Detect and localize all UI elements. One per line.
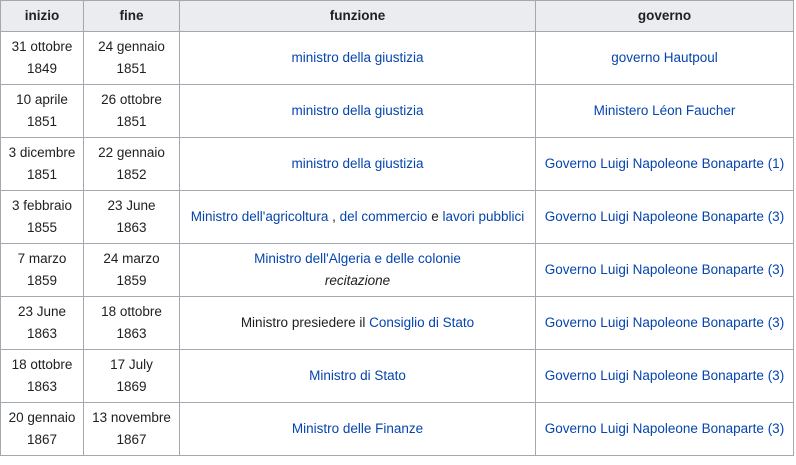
inizio-date-line: 1851: [26, 114, 58, 129]
cell-inizio: [1, 297, 84, 350]
inizio-date-line: 23 June: [17, 304, 67, 319]
cell-fine: [84, 32, 180, 85]
cell-fine: [84, 138, 180, 191]
cell-inizio: [1, 85, 84, 138]
inizio-date-line: 1867: [26, 432, 58, 447]
fine-date-line: 1851: [116, 114, 147, 129]
inizio-date-line: 1859: [26, 273, 58, 288]
cell-funzione: [180, 297, 536, 350]
fine-date-line: 13 novembre: [92, 410, 171, 425]
inizio-date-line: 3 febbraio: [11, 198, 73, 213]
funzione-link[interactable]: lavori pubblici: [442, 209, 525, 224]
cell-inizio: [1, 138, 84, 191]
table-row: [1, 403, 794, 456]
cell-governo: [536, 350, 794, 403]
fine-date-line: 24 gennaio: [98, 39, 165, 54]
inizio-date-line: 1849: [26, 61, 58, 76]
cell-governo: [536, 403, 794, 456]
header-fine: fine: [84, 1, 180, 32]
table-row: [1, 350, 794, 403]
table-row: [1, 138, 794, 191]
fine-date-line: 18 ottobre: [101, 304, 162, 319]
governo-link[interactable]: Ministero Léon Faucher: [593, 103, 736, 118]
governo-link[interactable]: Governo Luigi Napoleone Bonaparte (3): [544, 262, 785, 277]
inizio-date-line: 1855: [26, 220, 58, 235]
cell-fine: [84, 350, 180, 403]
cell-funzione: [180, 403, 536, 456]
cell-governo: [536, 32, 794, 85]
governo-link[interactable]: Governo Luigi Napoleone Bonaparte (1): [544, 156, 785, 171]
cell-fine: [84, 85, 180, 138]
fine-date-line: 17 July: [110, 357, 153, 372]
header-governo: governo: [536, 1, 794, 32]
funzione-link[interactable]: del commercio: [339, 209, 428, 224]
cell-governo: [536, 138, 794, 191]
cell-funzione: [180, 350, 536, 403]
cell-inizio: [1, 403, 84, 456]
funzione-link[interactable]: ministro della giustizia: [291, 103, 424, 118]
cell-governo: [536, 191, 794, 244]
funzione-text: ,: [328, 209, 340, 224]
table-body: [1, 32, 794, 456]
funzione-note: recitazione: [324, 273, 391, 288]
table-row: [1, 85, 794, 138]
cell-governo: [536, 297, 794, 350]
funzione-link[interactable]: ministro della giustizia: [291, 156, 424, 171]
inizio-date-line: 1851: [26, 167, 58, 182]
funzione-link[interactable]: ministro della giustizia: [291, 50, 424, 65]
fine-date-line: 1863: [116, 326, 147, 341]
funzione-link[interactable]: Consiglio di Stato: [369, 315, 475, 330]
cell-inizio: [1, 191, 84, 244]
fine-date-line: 1867: [116, 432, 147, 447]
inizio-date-line: 1863: [26, 379, 58, 394]
inizio-date-line: 20 gennaio: [8, 410, 76, 425]
header-row: [1, 1, 794, 32]
fine-date-line: 23 June: [107, 198, 156, 213]
table-row: [1, 244, 794, 297]
cell-inizio: [1, 32, 84, 85]
header-inizio: inizio: [1, 1, 84, 32]
inizio-date-line: 3 dicembre: [8, 145, 76, 160]
fine-date-line: 1852: [116, 167, 147, 182]
table-row: [1, 297, 794, 350]
cell-funzione: [180, 244, 536, 297]
fine-date-line: 1869: [116, 379, 147, 394]
table-row: [1, 191, 794, 244]
cell-funzione: [180, 191, 536, 244]
inizio-date-line: 31 ottobre: [11, 39, 73, 54]
cell-fine: [84, 244, 180, 297]
fine-date-line: 22 gennaio: [98, 145, 165, 160]
cell-governo: [536, 244, 794, 297]
governo-link[interactable]: governo Hautpoul: [611, 50, 718, 65]
governo-link[interactable]: Governo Luigi Napoleone Bonaparte (3): [544, 209, 785, 224]
cell-governo: [536, 85, 794, 138]
cell-inizio: [1, 244, 84, 297]
cell-inizio: [1, 350, 84, 403]
inizio-date-line: 7 marzo: [17, 251, 67, 266]
governo-link[interactable]: Governo Luigi Napoleone Bonaparte (3): [544, 421, 785, 436]
governo-link[interactable]: Governo Luigi Napoleone Bonaparte (3): [544, 368, 785, 383]
table-row: [1, 32, 794, 85]
header-funzione: funzione: [180, 1, 536, 32]
funzione-link[interactable]: Ministro di Stato: [309, 368, 406, 383]
funzione-link[interactable]: Ministro dell'agricoltura: [190, 209, 329, 224]
cell-fine: [84, 297, 180, 350]
cell-fine: [84, 191, 180, 244]
funzione-link[interactable]: Ministro delle Finanze: [291, 421, 424, 436]
funzione-text: e: [427, 209, 443, 224]
fine-date-line: 24 marzo: [103, 251, 160, 266]
cell-funzione: [180, 85, 536, 138]
fine-date-line: 26 ottobre: [101, 92, 162, 107]
governo-link[interactable]: Governo Luigi Napoleone Bonaparte (3): [544, 315, 785, 330]
fine-date-line: 1851: [116, 61, 147, 76]
cell-fine: [84, 403, 180, 456]
cell-funzione: [180, 32, 536, 85]
inizio-date-line: 1863: [26, 326, 58, 341]
funzione-text: Ministro presiedere il: [240, 315, 370, 330]
funzione-link[interactable]: Ministro dell'Algeria e delle colonie: [254, 251, 461, 266]
fine-date-line: 1863: [116, 220, 147, 235]
fine-date-line: 1859: [116, 273, 147, 288]
inizio-date-line: 18 ottobre: [11, 357, 73, 372]
inizio-date-line: 10 aprile: [16, 92, 68, 107]
cell-funzione: [180, 138, 536, 191]
